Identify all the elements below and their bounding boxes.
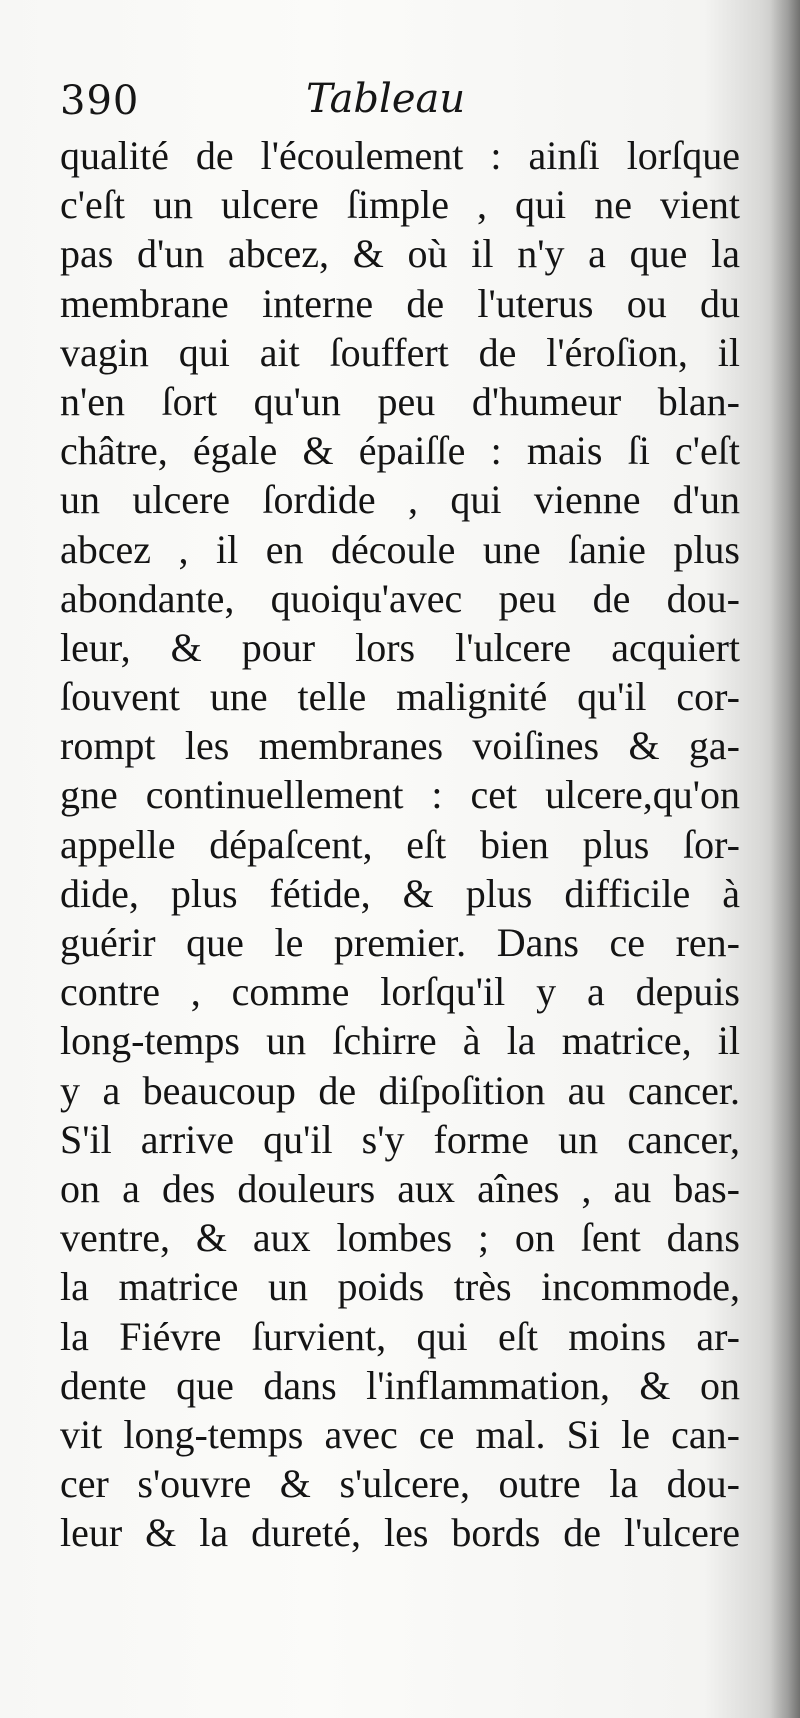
text-line: c'eſt un ulcere ſimple , qui ne vient [60, 182, 740, 228]
text-line: la Fiévre ſurvient, qui eſt moins ar- [60, 1313, 740, 1359]
text-line: y a beaucoup de diſpoſition au cancer. [60, 1067, 740, 1113]
text-line: S'il arrive qu'il s'y forme un cancer, [60, 1116, 740, 1162]
text-line: rompt les membranes voiſines & ga- [60, 723, 740, 769]
text-line: qualité de l'écoulement : ainſi lorſque [60, 133, 740, 178]
text-line: guérir que le premier. Dans ce ren- [60, 920, 740, 965]
text-line: leur, & pour lors l'ulcere acquiert [60, 624, 740, 670]
text-line: vagin qui ait ſouffert de l'éroſion, il [60, 329, 740, 375]
text-line: abondante, quoiqu'avec peu de dou- [60, 575, 740, 621]
text-line: châtre, égale & épaiſſe : mais ſi c'eſt [60, 428, 740, 474]
text-line: on a des douleurs aux aînes , au bas- [60, 1165, 740, 1211]
text-line: n'en ſort qu'un peu d'humeur blan- [60, 378, 740, 424]
text-line: cer s'ouvre & s'ulcere, outre la dou- [60, 1461, 740, 1507]
running-title: Tableau [306, 76, 466, 122]
text-line: contre , comme lorſqu'il y a depuis [60, 969, 740, 1015]
text-line: vit long-temps avec ce mal. Si le can- [60, 1411, 740, 1457]
text-line: dide, plus fétide, & plus difficile à [60, 870, 740, 916]
text-line: long-temps un ſchirre à la matrice, il [60, 1018, 740, 1064]
page-gutter-shadow [770, 0, 800, 1718]
text-line: la matrice un poids très incommode, [60, 1264, 740, 1310]
text-line: gne continuellement : cet ulcere,qu'on [60, 772, 740, 818]
page-header [60, 78, 750, 128]
text-line: un ulcere ſordide , qui vienne d'un [60, 477, 740, 523]
text-line: appelle dépaſcent, eſt bien plus ſor- [60, 821, 740, 867]
text-line: membrane interne de l'uterus ou du [60, 280, 740, 326]
text-line: pas d'un abcez, & où il n'y a que la [60, 231, 740, 277]
page-number: 390 [60, 78, 140, 124]
text-line: dente que dans l'inflammation, & on [60, 1362, 740, 1408]
text-line: abcez , il en découle une ſanie plus [60, 526, 740, 572]
text-line: ventre, & aux lombes ; on ſent dans [60, 1215, 740, 1261]
text-line: leur & la dureté, les bords de l'ulcere [60, 1510, 740, 1556]
body-text [60, 131, 740, 1557]
text-line: ſouvent une telle malignité qu'il cor- [60, 674, 740, 720]
